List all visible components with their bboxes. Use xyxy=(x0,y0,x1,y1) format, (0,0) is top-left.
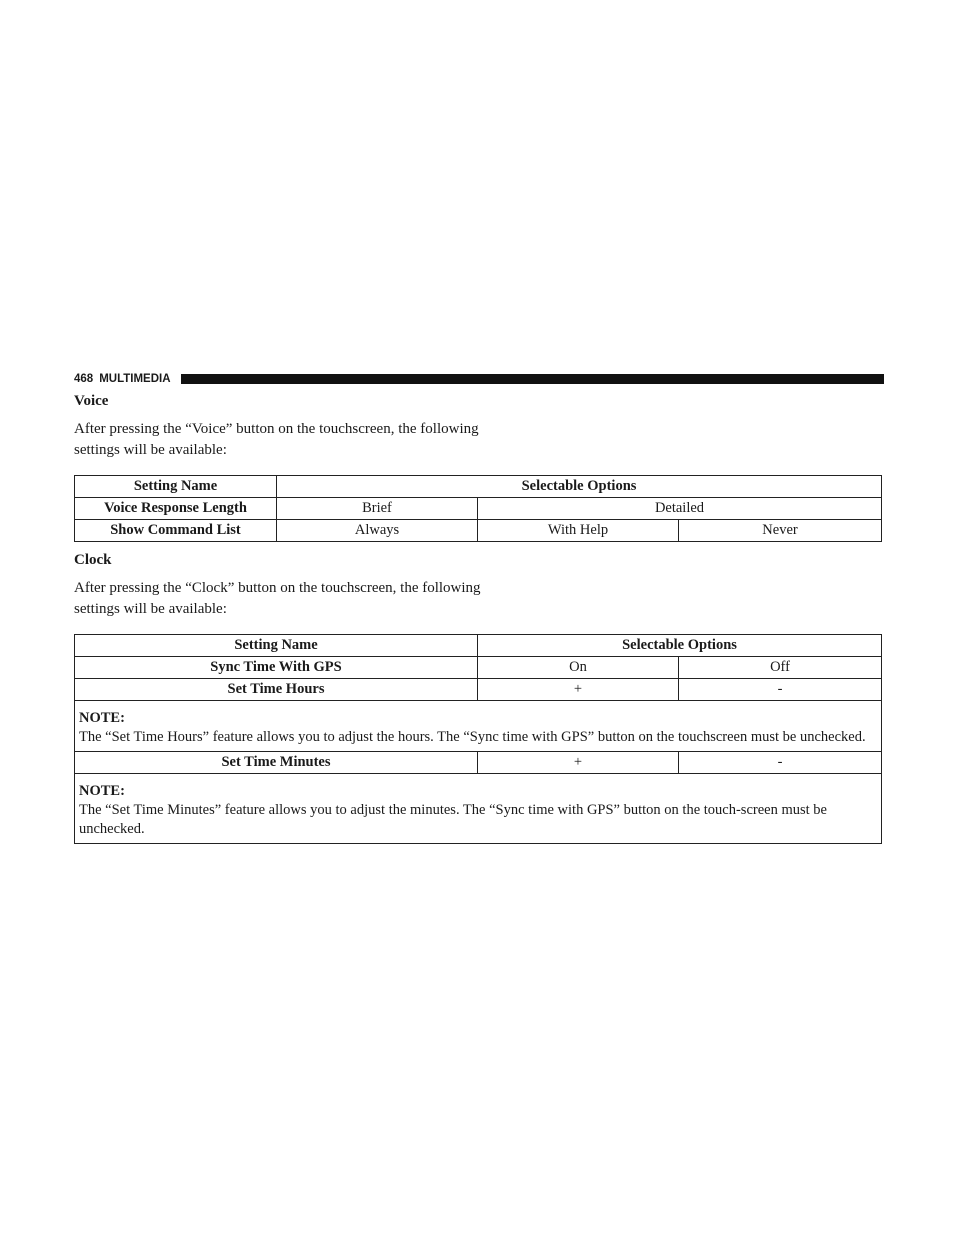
option-cell: - xyxy=(679,752,882,774)
note-cell xyxy=(75,774,882,844)
table-header-row xyxy=(75,635,882,657)
clock-heading: Clock xyxy=(74,552,112,568)
selectable-options-header: Selectable Options xyxy=(478,635,882,657)
option-cell: + xyxy=(478,679,679,701)
setting-name-header: Setting Name xyxy=(75,476,277,498)
option-cell: On xyxy=(478,657,679,679)
table-row xyxy=(75,657,882,679)
table-row xyxy=(75,498,882,520)
setting-name-cell: Set Time Hours xyxy=(75,679,478,701)
note-row xyxy=(75,701,882,752)
table-row xyxy=(75,520,882,542)
option-cell: Off xyxy=(679,657,882,679)
setting-name-cell: Sync Time With GPS xyxy=(75,657,478,679)
page-number: 468 xyxy=(74,373,94,385)
note-text: The “Set Time Hours” feature allows you to adjust the hours. The “Sync time with GPS” button on the touchscreen must be unchecked. xyxy=(79,729,866,745)
option-cell: + xyxy=(478,752,679,774)
note-row xyxy=(75,774,882,844)
clock-settings-table xyxy=(74,634,882,844)
option-cell: Never xyxy=(679,520,882,542)
table-row xyxy=(75,752,882,774)
selectable-options-header: Selectable Options xyxy=(277,476,882,498)
note-label: NOTE: xyxy=(79,710,125,726)
table-row xyxy=(75,679,882,701)
option-cell: Brief xyxy=(277,498,478,520)
clock-intro: After pressing the “Clock” button on the touchscreen, the following settings will be available: xyxy=(74,580,481,617)
page-header xyxy=(74,372,884,386)
voice-settings-table xyxy=(74,475,882,542)
voice-heading: Voice xyxy=(74,393,109,409)
option-cell: With Help xyxy=(478,520,679,542)
header-rule xyxy=(181,374,884,384)
section-title: MULTIMEDIA xyxy=(99,373,171,385)
setting-name-cell: Show Command List xyxy=(75,520,277,542)
option-cell: Always xyxy=(277,520,478,542)
setting-name-cell: Set Time Minutes xyxy=(75,752,478,774)
note-cell xyxy=(75,701,882,752)
option-cell: - xyxy=(679,679,882,701)
table-header-row xyxy=(75,476,882,498)
voice-intro: After pressing the “Voice” button on the touchscreen, the following settings will be available: xyxy=(74,421,479,458)
note-label: NOTE: xyxy=(79,783,125,799)
setting-name-cell: Voice Response Length xyxy=(75,498,277,520)
note-text: The “Set Time Minutes” feature allows you to adjust the minutes. The “Sync time with GPS” button on the touch-screen must be unchecked. xyxy=(79,802,827,837)
option-cell: Detailed xyxy=(478,498,882,520)
setting-name-header: Setting Name xyxy=(75,635,478,657)
